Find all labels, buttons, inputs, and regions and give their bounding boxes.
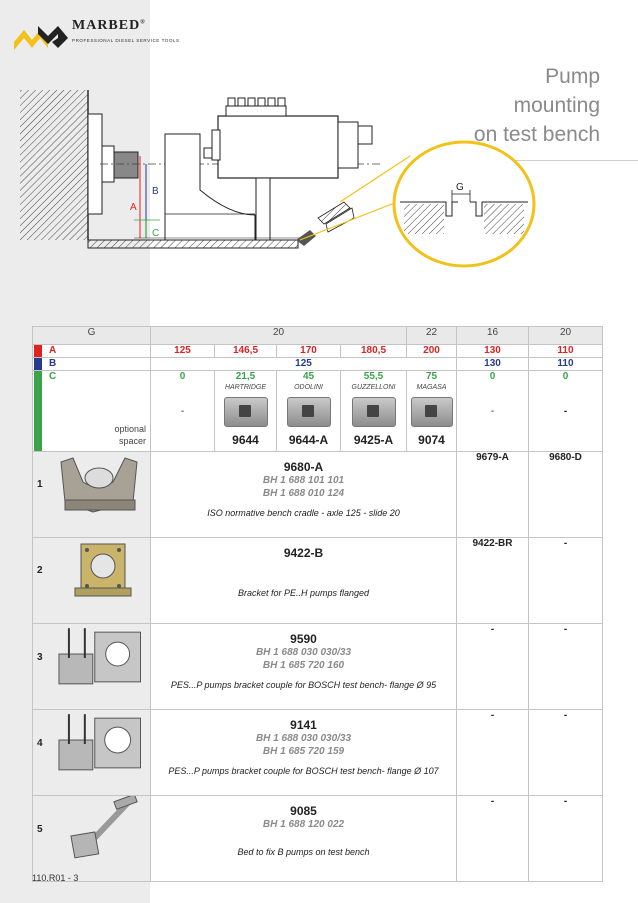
product-image-cell: 3 xyxy=(33,624,151,710)
b-value-20: 110 xyxy=(529,358,603,371)
header-g20: 20 xyxy=(151,327,407,345)
a-value: 130 xyxy=(457,345,529,358)
row-c-label: C optional spacer xyxy=(33,371,151,452)
product-description: 9680-A BH 1 688 101 101 BH 1 688 010 124 ISO normative bench cradle - axle 125 - slide 20 xyxy=(151,452,457,538)
header-g: G xyxy=(33,327,151,345)
title-line-1: Pump xyxy=(545,65,600,88)
spacer-20: 0 - xyxy=(529,371,603,452)
label-c: C xyxy=(152,228,160,239)
product-image-cell: 5 xyxy=(33,796,151,882)
bracket-couple-icon xyxy=(55,624,150,690)
a-value: 200 xyxy=(407,345,457,358)
slide-detail-small xyxy=(296,202,354,246)
row-c xyxy=(33,371,603,452)
header-g22: 22 xyxy=(407,327,457,345)
bench-bed xyxy=(88,240,298,248)
spacer-16: 0 - xyxy=(457,371,529,452)
spacer-magasa: 75 MAGASA 9074 xyxy=(407,371,457,452)
header-g20b: 20 xyxy=(529,327,603,345)
table-row xyxy=(33,796,603,882)
alt-code-20: - xyxy=(529,538,603,624)
alt-code-20: - xyxy=(529,710,603,796)
a-value: 125 xyxy=(151,345,215,358)
row-a-label: A xyxy=(33,345,151,358)
table-row xyxy=(33,624,603,710)
alt-code-20: - xyxy=(529,796,603,882)
b-value-16: 130 xyxy=(457,358,529,371)
pump-mounting-table xyxy=(32,326,603,882)
title-line-3: on test bench xyxy=(473,123,600,146)
spacer-odolini: 45 ODOLINI 9644-A xyxy=(277,371,341,452)
alt-code-16: 9422-BR xyxy=(457,538,529,624)
a-value: 146,5 xyxy=(215,345,277,358)
spacer-block-icon xyxy=(411,397,453,427)
bench-cradle-icon xyxy=(53,452,143,516)
label-g: G xyxy=(456,182,464,193)
header-row xyxy=(33,327,603,345)
product-description: 9141 BH 1 688 030 030/33 BH 1 685 720 159 PES...P pumps bracket couple for BOSCH test bench- flange Ø 107 xyxy=(151,710,457,796)
product-image-cell: 1 xyxy=(33,452,151,538)
alt-code-16: - xyxy=(457,710,529,796)
alt-code-16: 9679-A xyxy=(457,452,529,538)
coupling-icon xyxy=(114,152,138,178)
flange-bracket-icon xyxy=(71,538,141,602)
a-value: 110 xyxy=(529,345,603,358)
spacer-block-icon xyxy=(224,397,268,427)
spacer-block-icon xyxy=(352,397,396,427)
a-value: 180,5 xyxy=(341,345,407,358)
product-description: 9590 BH 1 688 030 030/33 BH 1 685 720 160 PES...P pumps bracket couple for BOSCH test bench- flange Ø 95 xyxy=(151,624,457,710)
product-image-cell: 4 xyxy=(33,710,151,796)
label-b: B xyxy=(152,186,159,197)
marbed-logo-icon xyxy=(12,16,72,56)
brand-name: MARBED® xyxy=(72,18,146,33)
table-row xyxy=(33,710,603,796)
pump-body xyxy=(218,116,338,178)
bench-wall xyxy=(20,90,88,240)
label-a: A xyxy=(130,202,137,213)
spacer-label: spacer xyxy=(118,436,146,446)
brand-tagline: PROFESSIONAL DIESEL SERVICE TOOLS xyxy=(72,38,180,43)
spacer-none: 0 - xyxy=(151,371,215,452)
row-b-label: B xyxy=(33,358,151,371)
table-row xyxy=(33,538,603,624)
product-description: 9085 BH 1 688 120 022 Bed to fix B pumps on test bench xyxy=(151,796,457,882)
bracket-couple-icon xyxy=(55,710,150,776)
optional-label: optional xyxy=(114,424,146,434)
product-image-cell: 2 xyxy=(33,538,151,624)
pump-bed-icon xyxy=(55,796,150,862)
b-value-main: 125 xyxy=(151,358,457,371)
spacer-guzzelloni: 55,5 GUZZELLONI 9425-A xyxy=(341,371,407,452)
alt-code-16: - xyxy=(457,796,529,882)
a-value: 170 xyxy=(277,345,341,358)
row-b xyxy=(33,358,603,371)
alt-code-20: - xyxy=(529,624,603,710)
spacer-block-icon xyxy=(287,397,331,427)
row-a xyxy=(33,345,603,358)
spacer-hartridge: 21,5 HARTRIDGE 9644 xyxy=(215,371,277,452)
alt-code-16: - xyxy=(457,624,529,710)
pump-mounting-diagram xyxy=(0,90,638,270)
alt-code-20: 9680-D xyxy=(529,452,603,538)
table-row xyxy=(33,452,603,538)
title-line-2: mounting xyxy=(513,94,600,117)
product-description: 9422-B Bracket for PE..H pumps flanged xyxy=(151,538,457,624)
page-number: 110.R01 - 3 xyxy=(32,873,79,883)
header-g16: 16 xyxy=(457,327,529,345)
